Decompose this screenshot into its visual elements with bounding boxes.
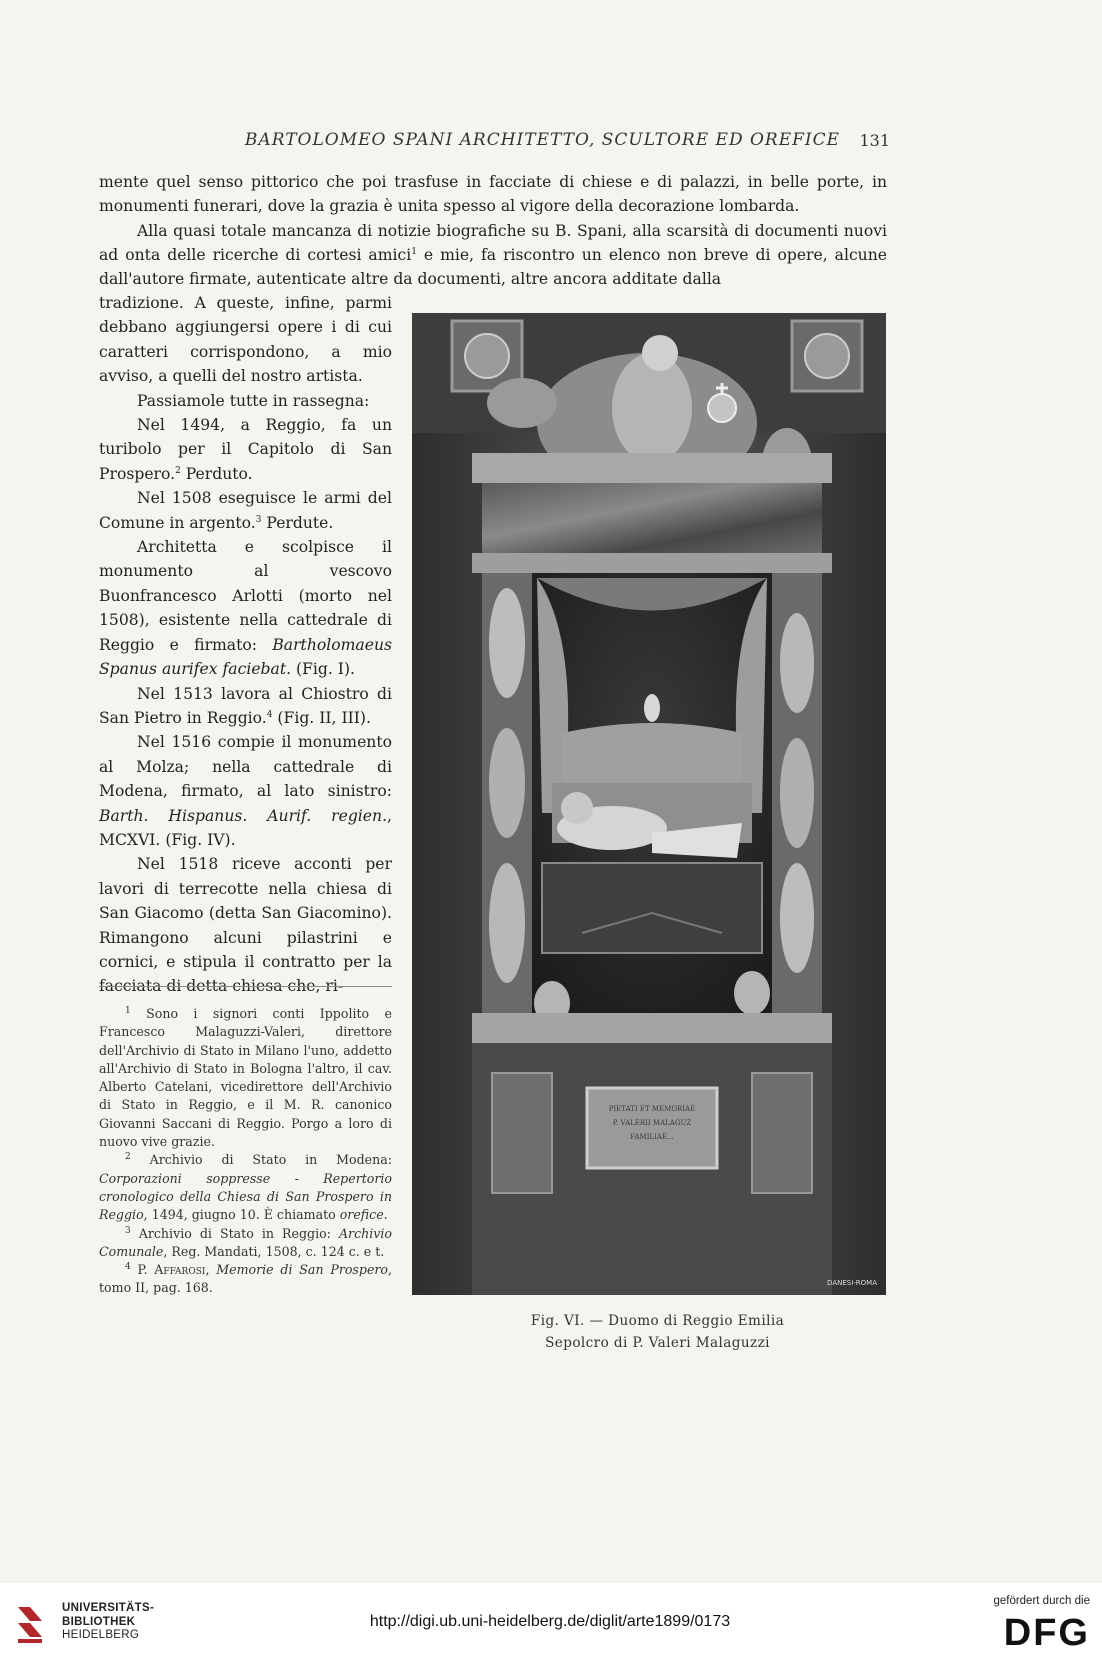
frieze-marble — [482, 483, 822, 553]
dfg-logo: DFG — [1003, 1612, 1090, 1654]
inscription-tablet — [587, 1088, 717, 1168]
narrow-text-column — [99, 291, 392, 999]
university-library-logo-icon — [14, 1601, 48, 1645]
footnote-ref: 1 — [411, 246, 417, 257]
funding-note: gefördert durch die — [993, 1595, 1090, 1607]
orb — [708, 394, 736, 422]
signature-quote: Bartholomaeus Spanus aurifex faciebat. — [99, 635, 392, 679]
paragraph: Nel 1513 lavora al Chiostro di San Pietro in Reggio.$^4$ (Fig. II, III). — [99, 684, 392, 727]
statuette-left-1 — [489, 588, 525, 698]
permalink-url[interactable]: http://digi.ub.uni-heidelberg.de/diglit/arte1899/0173 — [369, 1613, 731, 1630]
pedestal-relief-right — [752, 1073, 812, 1193]
paragraph: Nel 1494, a Reggio, fa un turibolo per il Capitolo di San Prospero.$^2$ Perduto. — [99, 416, 392, 483]
sarcophagus-base — [542, 863, 762, 953]
cherub-left — [487, 378, 557, 428]
upper-sarcophagus — [562, 723, 742, 783]
digitization-footer — [0, 1583, 1102, 1663]
paragraph: tradizione. A queste, infine, parmi debbano aggiungersi opere i di cui caratteri corrispondono, a mio avviso, a quelli del nostro artista. — [99, 294, 392, 386]
statuette-left-3 — [489, 863, 525, 983]
fullwidth-text-block — [99, 170, 887, 291]
footnotes — [99, 1005, 392, 1298]
paragraph: Nel 1508 eseguisce le armi del Comune in argento.$^3$ Perdute. — [99, 489, 392, 532]
paragraph: Nel 1518 riceve acconti per lavori di terrecotte nella chiesa di San Giacomo (detta San Giacomino). Rimangono alcuni pilastrini e cornici, e stipula il contratto per la facciata di detta chiesa che, ri- — [99, 855, 392, 996]
statuette-right-2 — [780, 738, 814, 848]
paragraph: Nel 1516 compie il monumento al Molza; nella cattedrale di Modena, firmato, al lato sinistro: Barth. Hispanus. Aurif. regien., MCXVI. (Fig. IV). — [99, 733, 392, 849]
statuette-right-3 — [780, 863, 814, 973]
library-name: UNIVERSITÄTS- BIBLIOTHEK HEIDELBERG — [62, 1602, 155, 1641]
paragraph: Passiamole tutte in rassegna: — [137, 391, 370, 410]
footnote-ref: 3 — [255, 514, 262, 525]
figure-caption — [470, 1310, 845, 1354]
tomb-illustration — [412, 313, 886, 1295]
putto-right — [734, 971, 770, 1015]
footnote: $^4$ P. Affarosi, Memorie di San Prospero, tomo II, pag. 168. — [99, 1261, 393, 1296]
rosette-right — [805, 334, 849, 378]
footnote: $^1$ Sono i signori conti Ippolito e Francesco Malaguzzi-Valeri, direttore dell'Archivio di Stato in Milano l'uno, addetto all'Archivio di Stato in Bologna l'altro, il cav. Alberto Catelani, vicedirettore dell'Archivio di Stato in Reggio, e il M. R. canonico Giovanni Saccani di Reggio. Porgo a loro di nuovo vive grazie. — [99, 1005, 392, 1150]
footnote: $^3$ Archivio di Stato in Reggio: Archivio Comunale, Reg. Mandati, 1508, c. 124 c. e t. — [99, 1225, 392, 1259]
paragraph: Architetta e scolpisce il monumento al vescovo Buonfrancesco Arlotti (morto nel 1508), esistente nella cattedrale di Reggio e firmato: Bartholomaeus Spanus aurifex faciebat. (Fig. I). — [99, 538, 392, 679]
footnote: $^2$ Archivio di Stato in Modena: Corporazioni soppresse - Repertorio cronologico della Chiesa di San Prospero in Reggio, 1494, giugno 10. È chiamato orefice. — [99, 1152, 392, 1223]
running-head: BARTOLOMEO SPANI ARCHITETTO, SCULTORE ED OREFICE — [244, 130, 841, 150]
footnote-ref: 4 — [266, 709, 273, 720]
footnote-ref: 2 — [175, 465, 181, 476]
god-head — [642, 335, 678, 371]
page-number: 131 — [859, 131, 890, 150]
chalice — [644, 694, 660, 722]
cornice — [472, 453, 832, 483]
caption-line: Sepolcro di P. Valeri Malaguzzi — [545, 1335, 770, 1351]
inscription-line: FAMILIAE... — [630, 1133, 674, 1141]
inscription-line: PIETATI ET MEMORIAE — [608, 1105, 696, 1113]
effigy-head — [561, 792, 593, 824]
inscription-line: P. VALERII MALAGUZ — [612, 1119, 692, 1127]
tomb-photograph — [412, 313, 886, 1295]
paragraph: mente quel senso pittorico che poi trasfuse in facciate di chiese e di palazzi, in belle porte, in monumenti funerari, dove la grazia è unita spesso al vigore della decorazione lombarda. — [99, 173, 887, 216]
lower-cornice — [472, 1013, 832, 1043]
photographer-mark: DANESI-ROMA — [827, 1279, 877, 1287]
pedestal-relief-left — [492, 1073, 552, 1193]
statuette-right-1 — [780, 613, 814, 713]
statuette-left-2 — [489, 728, 525, 838]
paragraph: Alla quasi totale mancanza di notizie biografiche su B. Spani, alla scarsità di documenti nuovi ad onta delle ricerche di cortesi amici$^1$ e mie, fa riscontro un elenco non breve di opere, alcune dall'autore firmate, autenticate altre da documenti, altre ancora additate dalla — [99, 221, 887, 289]
god-the-father-figure — [612, 353, 692, 463]
architrave — [472, 553, 832, 573]
signature-quote: Barth. Hispanus. Aurif. regien. — [99, 806, 388, 825]
rosette-left — [465, 334, 509, 378]
caption-line: Fig. VI. — Duomo di Reggio Emilia — [530, 1313, 785, 1329]
footnote-divider — [99, 986, 392, 987]
